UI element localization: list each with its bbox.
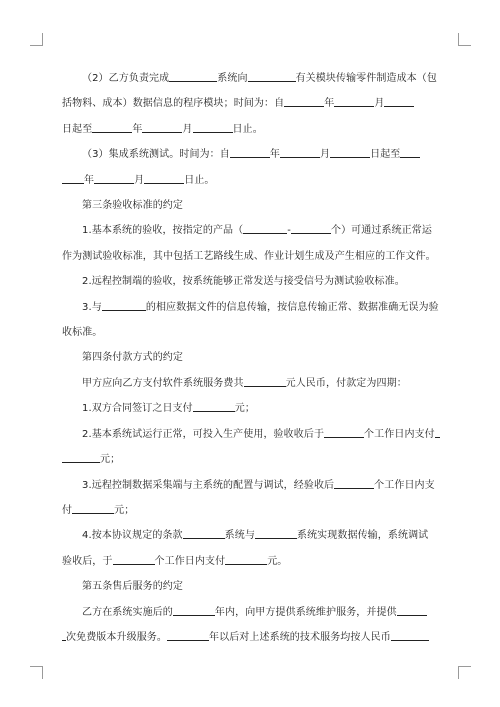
line-text: 付	[62, 504, 73, 516]
document-line	[62, 574, 440, 599]
line-text: 月	[134, 174, 145, 186]
fill-in-blank[interactable]	[193, 121, 233, 133]
line-text: 次免费版本升级服务。	[66, 631, 167, 643]
line-text: 月	[182, 123, 193, 135]
document-line	[62, 625, 440, 650]
document-line	[62, 269, 440, 294]
fill-in-blank[interactable]	[384, 95, 414, 107]
fill-in-blank[interactable]	[397, 604, 427, 616]
document-body	[62, 66, 440, 650]
line-text: 乙方在系统实施后的	[82, 606, 173, 618]
line-text: 元。	[267, 555, 288, 567]
fill-in-blank[interactable]	[324, 426, 364, 438]
document-line	[62, 422, 440, 447]
line-text: 个工作日内支	[374, 479, 435, 491]
fill-in-blank[interactable]	[225, 553, 267, 565]
line-text: 括物料、成本）数据信息的程序模块；时间为：自	[62, 98, 285, 110]
fill-in-blank[interactable]	[334, 95, 374, 107]
fill-in-blank[interactable]	[255, 527, 297, 539]
document-line	[62, 193, 440, 218]
line-text: 元；	[114, 504, 135, 516]
document-line	[62, 142, 440, 167]
crop-mark-top-left	[30, 33, 43, 46]
line-text: 验收后，于	[62, 555, 113, 567]
line-text: 的相应数据文件的信息传输，按信息传输正常、数据准确无误为验	[145, 301, 439, 313]
line-text: 系统向	[217, 73, 248, 84]
document-line	[62, 549, 440, 574]
line-text: 年	[324, 98, 335, 110]
crop-mark-bottom-left	[30, 666, 43, 679]
document-line	[62, 91, 440, 116]
line-text: 个工作日内支付	[154, 555, 226, 567]
document-line	[62, 117, 440, 142]
fill-in-blank[interactable]	[169, 70, 217, 82]
document-line	[62, 168, 440, 193]
line-text: 2.基本系统试运行正常，可投入生产使用，验收收后于	[82, 428, 325, 440]
line-text: 3.远程控制数据采集端与主系统的配置与调试，经验收后	[82, 479, 335, 491]
fill-in-blank[interactable]	[113, 553, 155, 565]
fill-in-blank[interactable]	[230, 146, 270, 158]
document-line	[62, 371, 440, 396]
document-line	[62, 447, 440, 472]
document-line	[62, 345, 440, 370]
fill-in-blank[interactable]	[243, 222, 287, 234]
fill-in-blank[interactable]	[193, 400, 235, 412]
fill-in-blank[interactable]	[291, 222, 331, 234]
line-text: 年	[269, 149, 280, 161]
fill-in-blank[interactable]	[144, 172, 184, 184]
line-text: 日起至	[62, 123, 93, 135]
line-text: 系统与	[224, 530, 255, 542]
document-line	[62, 218, 440, 243]
fill-in-blank[interactable]	[330, 146, 370, 158]
line-text: 2.远程控制端的验收，按系统能够正常发送与接受信号为测试验收标准。	[82, 276, 405, 288]
line-text: 系统实现数据传输，系统调试	[296, 530, 429, 542]
fill-in-blank[interactable]	[244, 375, 286, 387]
line-text: 元；	[100, 454, 121, 466]
line-text: 第三条验收标准的约定	[82, 200, 183, 212]
fill-in-blank[interactable]	[334, 477, 374, 489]
line-text: 年	[132, 123, 143, 135]
fill-in-blank[interactable]	[62, 172, 84, 184]
fill-in-blank[interactable]	[167, 629, 209, 641]
document-line	[62, 66, 440, 91]
line-text: 年	[84, 174, 95, 186]
line-text: 收标准。	[62, 327, 103, 339]
line-text: 个工作日内支付	[364, 428, 435, 440]
fill-in-blank[interactable]	[72, 502, 114, 514]
document-line	[62, 498, 440, 523]
crop-mark-bottom-right	[458, 666, 471, 679]
document-line	[62, 523, 440, 548]
line-text: 元；	[234, 403, 255, 415]
line-text: -	[287, 225, 291, 237]
fill-in-blank[interactable]	[400, 146, 420, 158]
fill-in-blank[interactable]	[62, 451, 100, 463]
document-line	[62, 600, 440, 625]
line-text: 1.双方合同签订之日支付	[82, 403, 193, 415]
fill-in-blank[interactable]	[94, 172, 134, 184]
line-text: 日止。	[232, 123, 263, 135]
fill-in-blank[interactable]	[248, 70, 296, 82]
line-text: 日止。	[184, 174, 215, 186]
fill-in-blank[interactable]	[102, 299, 146, 311]
line-text: 第五条售后服务的约定	[82, 581, 183, 593]
fill-in-blank[interactable]	[173, 604, 215, 616]
crop-mark-top-right	[458, 33, 471, 46]
line-text: 年以后对上述系统的技术服务均按人民币	[209, 631, 391, 643]
fill-in-blank[interactable]	[92, 121, 132, 133]
line-text: （3）集成系统测试。时间为：自	[82, 149, 230, 161]
document-line	[62, 320, 440, 345]
line-text: 作为测试验收标准，其中包括工艺路线生成、作业计划生成及产生相应的工作文件。	[62, 250, 436, 262]
line-text: 4.按本协议规定的条款	[82, 530, 183, 542]
line-text: 第四条付款方式的约定	[82, 352, 183, 364]
fill-in-blank[interactable]	[142, 121, 182, 133]
document-line	[62, 396, 440, 421]
line-text: 3.与	[82, 301, 102, 313]
fill-in-blank[interactable]	[284, 95, 324, 107]
line-text: 元人民币，付款定为四期：	[285, 377, 407, 389]
line-text: 1.基本系统的验收，按指定的产品（	[82, 225, 244, 237]
fill-in-blank[interactable]	[280, 146, 320, 158]
fill-in-blank[interactable]	[391, 629, 429, 641]
line-text: 有关模块传输零件制造成本（包	[295, 73, 437, 84]
document-line	[62, 295, 440, 320]
line-text: （2）乙方负责完成	[82, 73, 170, 84]
fill-in-blank[interactable]	[435, 426, 440, 438]
line-text: 年内，向甲方提供系统维护服务，并提供	[214, 606, 397, 618]
line-text: 甲方应向乙方支付软件系统服务费共	[82, 377, 244, 389]
document-line	[62, 473, 440, 498]
line-text: 个）可通过系统正常运	[330, 225, 432, 237]
line-text: 月	[319, 149, 331, 161]
line-text: 月	[374, 98, 385, 110]
fill-in-blank[interactable]	[183, 527, 225, 539]
line-text: 日起至	[370, 149, 401, 161]
document-line	[62, 244, 440, 269]
